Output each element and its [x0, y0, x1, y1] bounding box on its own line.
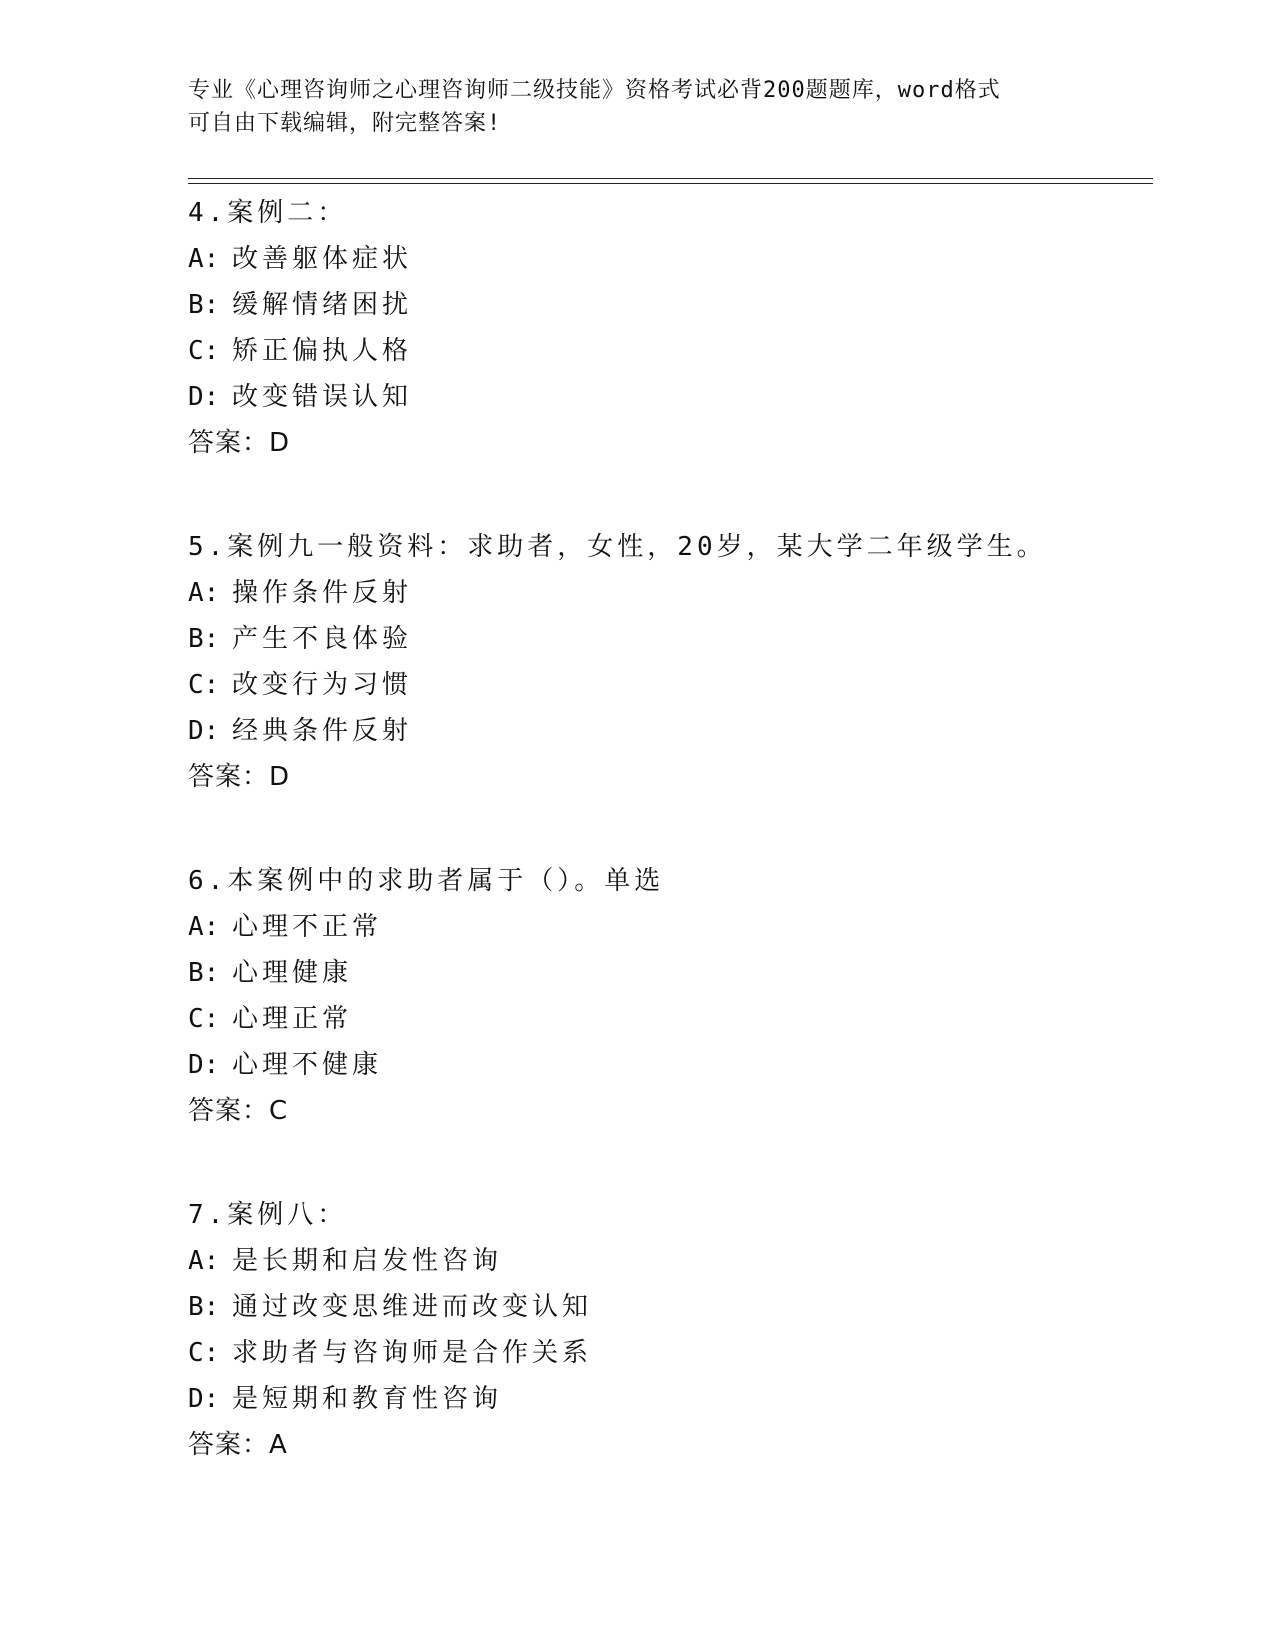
- option-letter: D:: [188, 1384, 220, 1414]
- option-letter: A:: [188, 912, 220, 942]
- header-divider-bottom: [188, 183, 1153, 184]
- question-5: [188, 524, 1148, 800]
- option-d: [188, 1376, 1148, 1422]
- question-title: 7.案例八：: [188, 1200, 348, 1230]
- option-text: 改变错误认知: [232, 382, 413, 412]
- option-a: [188, 570, 1148, 616]
- question-list: [188, 190, 1148, 1526]
- document-header: [188, 74, 1088, 140]
- question-4: [188, 190, 1148, 466]
- option-letter: B:: [188, 958, 220, 988]
- option-text: 经典条件反射: [232, 716, 413, 746]
- option-letter: C:: [188, 1004, 220, 1034]
- option-letter: C:: [188, 670, 220, 700]
- option-letter: C:: [188, 336, 220, 366]
- option-text: 通过改变思维进而改变认知: [232, 1292, 593, 1322]
- option-a: [188, 236, 1148, 282]
- option-text: 心理正常: [232, 1004, 353, 1034]
- question-7: [188, 1192, 1148, 1468]
- option-letter: A:: [188, 244, 220, 274]
- answer-line: 答案：A: [188, 1430, 288, 1460]
- option-text: 缓解情绪困扰: [232, 290, 413, 320]
- option-text: 心理不正常: [232, 912, 383, 942]
- option-d: [188, 374, 1148, 420]
- header-divider-top: [188, 178, 1153, 179]
- option-letter: B:: [188, 1292, 220, 1322]
- option-letter: A:: [188, 578, 220, 608]
- option-text: 操作条件反射: [232, 578, 413, 608]
- question-title: 4.案例二：: [188, 198, 348, 228]
- option-b: [188, 1284, 1148, 1330]
- option-text: 改善躯体症状: [232, 244, 413, 274]
- option-text: 矫正偏执人格: [232, 336, 413, 366]
- option-a: [188, 904, 1148, 950]
- option-c: [188, 662, 1148, 708]
- option-c: [188, 328, 1148, 374]
- header-line-2: 可自由下载编辑，附完整答案!: [188, 111, 502, 136]
- answer-line: 答案：D: [188, 762, 291, 792]
- option-letter: D:: [188, 382, 220, 412]
- option-text: 心理不健康: [232, 1050, 383, 1080]
- option-a: [188, 1238, 1148, 1284]
- option-letter: C:: [188, 1338, 220, 1368]
- option-text: 是短期和教育性咨询: [232, 1384, 503, 1414]
- option-c: [188, 996, 1148, 1042]
- question-6: [188, 858, 1148, 1134]
- option-text: 产生不良体验: [232, 624, 413, 654]
- option-letter: B:: [188, 290, 220, 320]
- question-title: 6.本案例中的求助者属于（）。单选: [188, 866, 665, 896]
- answer-line: 答案：C: [188, 1096, 289, 1126]
- option-letter: D:: [188, 1050, 220, 1080]
- option-letter: A:: [188, 1246, 220, 1276]
- option-b: [188, 616, 1148, 662]
- option-text: 改变行为习惯: [232, 670, 413, 700]
- header-line-1: 专业《心理咨询师之心理咨询师二级技能》资格考试必背200题题库，word格式: [188, 78, 1001, 103]
- question-title: 5.案例九一般资料：求助者，女性，20岁，某大学二年级学生。: [188, 532, 1047, 562]
- option-text: 求助者与咨询师是合作关系: [232, 1338, 593, 1368]
- option-c: [188, 1330, 1148, 1376]
- option-letter: B:: [188, 624, 220, 654]
- answer-line: 答案：D: [188, 428, 291, 458]
- option-letter: D:: [188, 716, 220, 746]
- option-b: [188, 282, 1148, 328]
- option-text: 心理健康: [232, 958, 353, 988]
- option-b: [188, 950, 1148, 996]
- option-text: 是长期和启发性咨询: [232, 1246, 503, 1276]
- option-d: [188, 1042, 1148, 1088]
- option-d: [188, 708, 1148, 754]
